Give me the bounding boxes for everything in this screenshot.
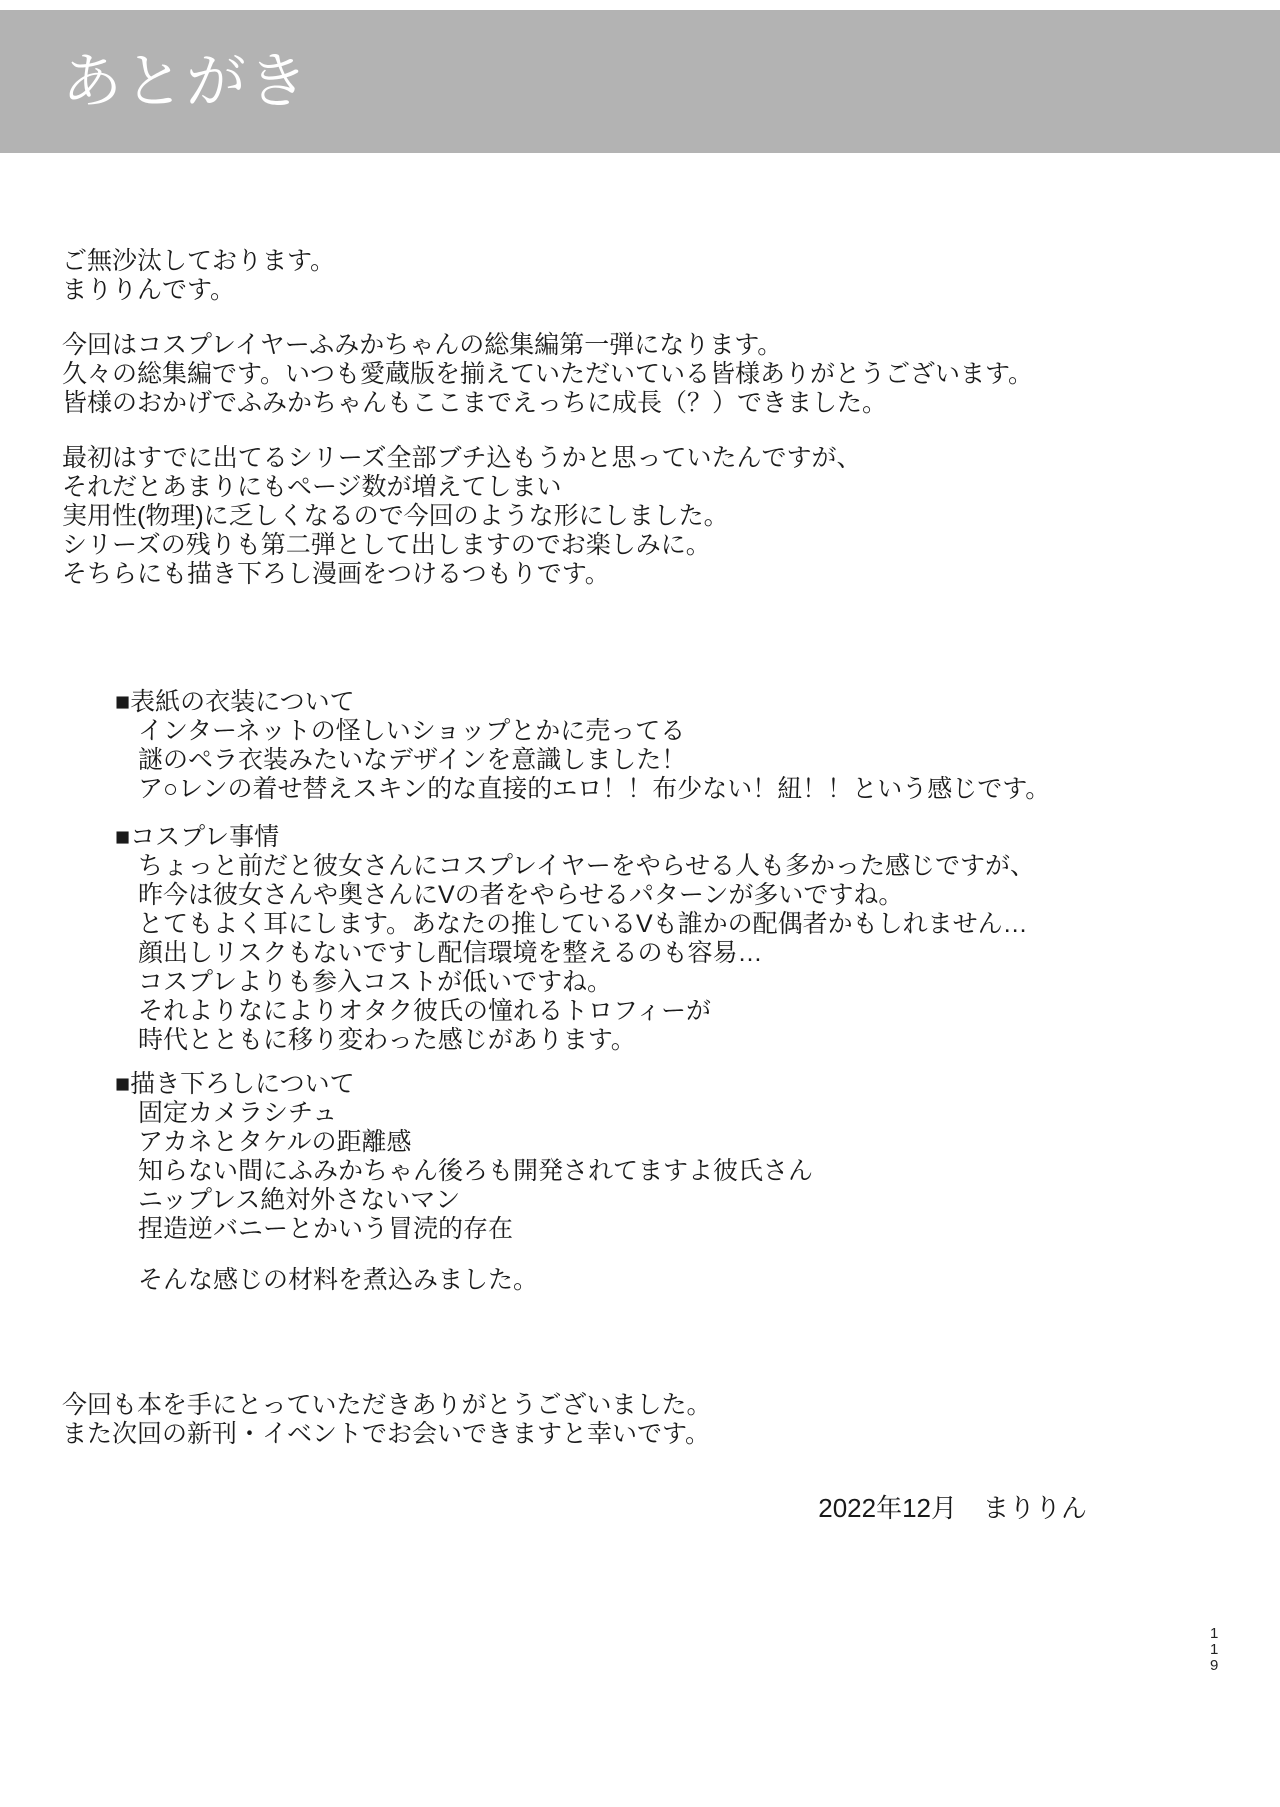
- outro-block: [62, 1391, 712, 1449]
- greeting-paragraph: ご無沙汰しております。 まりりんです。: [62, 247, 336, 304]
- date-signature: 2022年12月 まりりん: [818, 1493, 1087, 1523]
- page-title: あとがき: [62, 47, 310, 115]
- section-body-cover-costume: インターネットの怪しいショップとかに売ってる 謎のペラ衣装みたいなデザインを意識しました！ ア○レンの着せ替えスキン的な直接的エロ！！布少ない！紐！！という感じです。: [138, 717, 1051, 803]
- section-cover-costume: [115, 688, 1050, 804]
- section-cosplay-circumstances: [115, 823, 1035, 1055]
- page-header-banner: [0, 10, 1280, 153]
- section-heading-cosplay: ■コスプレ事情: [115, 823, 280, 851]
- section-heading-new-drawings: ■描き下ろしについて: [115, 1070, 355, 1098]
- outro-lines: 今回も本を手にとっていただきありがとうございました。 また次回の新刊・イベントでお会いできますと幸いです。: [62, 1391, 712, 1448]
- drawings-closing-line: そんな感じの材料を煮込みました。: [138, 1266, 539, 1294]
- section-body-cosplay: ちょっと前だと彼女さんにコスプレイヤーをやらせる人も多かった感じですが、 昨今は彼女さんや奥さんにVの者をやらせるパターンが多いですね。 とてもよく耳にします。あなたの推しているVも誰かの配偶者かもしれません… 顔出しリスクもないですし配信環境を整えるのも容易… コスプレよりも参入コストが低いですね。 それよりなによりオタク彼氏の憧れるトロフィーが 時代とともに移り変わった感じがあります。: [138, 852, 1036, 1054]
- series-plan-paragraph: 最初はすでに出てるシリーズ全部ブチ込もうかと思っていたんですが、 それだとあまりにもページ数が増えてしまい 実用性(物理)に乏しくなるので今回のような形にしました。 シリーズの残りも第二弾として出しますのでお楽しみに。 そちらにも描き下ろし漫画をつけるつもりです。: [62, 444, 862, 588]
- page-number: 1 1 9: [1210, 1625, 1219, 1674]
- release-note-paragraph: 今回はコスプレイヤーふみかちゃんの総集編第一弾になります。 久々の総集編です。いつも愛蔵版を揃えていただいている皆様ありがとうございます。 皆様のおかげでふみかちゃんもここまでえっちに成長（？）できました。: [62, 331, 1034, 417]
- section-new-drawings: [115, 1070, 813, 1295]
- section-body-new-drawings: 固定カメラシチュ アカネとタケルの距離感 知らない間にふみかちゃん後ろも開発されてますよ彼氏さん ニップレス絶対外さないマン 捏造逆バニーとかいう冒涜的存在: [138, 1099, 814, 1243]
- section-heading-cover-costume: ■表紙の衣装について: [115, 688, 355, 716]
- intro-block: [62, 247, 1033, 615]
